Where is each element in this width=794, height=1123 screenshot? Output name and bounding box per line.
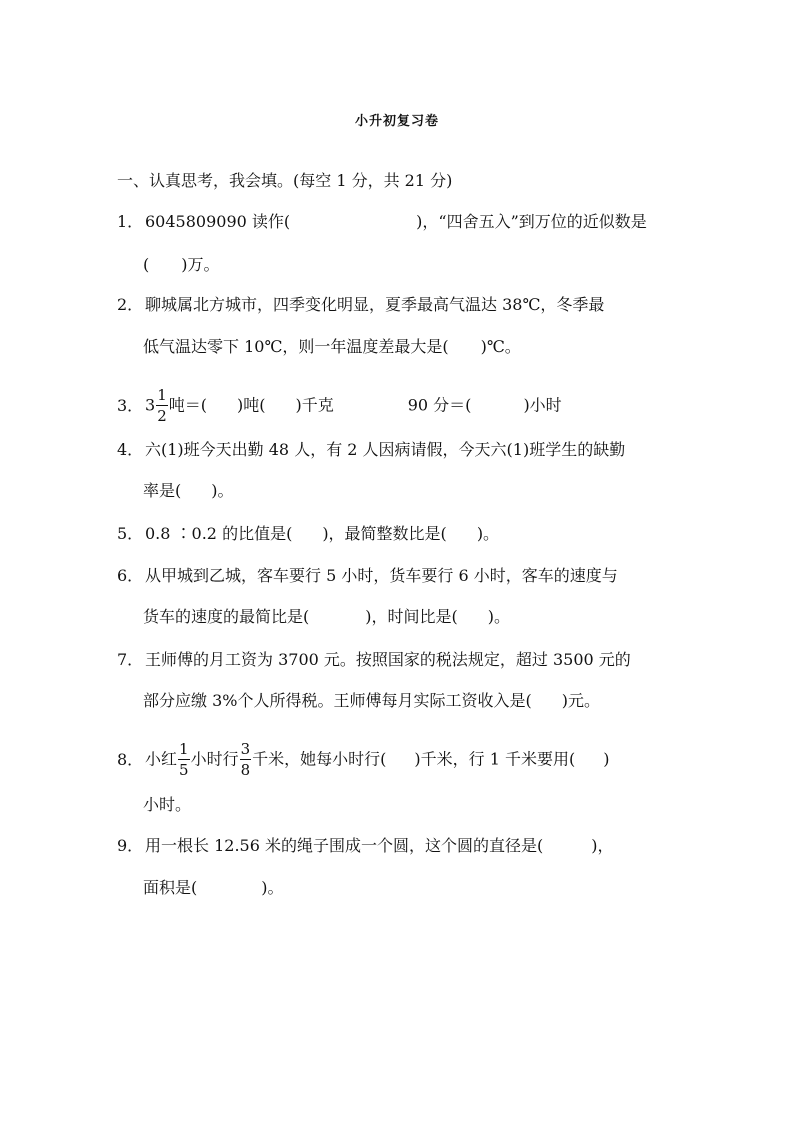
question-5-text: )，最简整数比是( [322, 524, 447, 543]
question-4-text: 六(1)班今天出勤 48 人，有 2 人因病请假，今天六(1)班学生的缺勤 [145, 440, 626, 459]
question-5-text: 0.8 ∶0.2 的比值是( [145, 524, 293, 543]
question-8-line-2 [143, 795, 191, 815]
question-9-line-1 [117, 836, 613, 856]
question-2-line-2 [143, 337, 521, 357]
question-4-text: 率是( [143, 481, 182, 500]
question-4-text: )。 [211, 481, 234, 500]
section-heading: 一、认真思考，我会填。(每空 1 分，共 21 分) [117, 171, 453, 190]
question-2-text: 低气温达零下 10℃，则一年温度差最大是( [143, 337, 449, 356]
fraction-denominator: 5 [179, 761, 189, 779]
question-2-line-1 [117, 295, 604, 315]
question-3-text: )吨( [236, 395, 266, 415]
question-9-line-2 [143, 878, 284, 898]
question-1-text: ( [143, 255, 150, 274]
question-7-text: 部分应缴 3%个人所得税。王师傅每月实际工资收入是( [143, 691, 532, 710]
question-2-text: 聊城属北方城市，四季变化明显，夏季最高气温达 38℃，冬季最 [145, 295, 605, 314]
question-3-text: )小时 [523, 395, 562, 415]
question-7-line-2 [143, 691, 600, 711]
page-title: 小升初复习卷 [354, 114, 439, 129]
question-6-text: )。 [487, 607, 510, 626]
question-8-text: 小红 [145, 749, 178, 769]
question-9-text: 用一根长 12.56 米的绳子围成一个圆，这个圆的直径是( [145, 836, 544, 855]
question-3-line [117, 388, 562, 424]
question-6-text: 货车的速度的最简比是( [143, 607, 310, 626]
question-number: 3． [117, 395, 144, 415]
fraction-denominator: 8 [240, 761, 251, 779]
question-3-text: 吨＝( [168, 395, 207, 415]
question-9-text: 面积是( [143, 878, 198, 897]
question-1-text: )万。 [181, 255, 220, 274]
question-1-line-2 [143, 255, 220, 275]
question-8-text: )千米，行 1 千米要用( [414, 749, 576, 769]
question-number: 4． [117, 440, 144, 459]
question-7-text: )元。 [561, 691, 600, 710]
question-6-line-1 [117, 566, 618, 586]
fraction [240, 742, 252, 778]
question-number: 7． [117, 650, 144, 669]
question-6-line-2 [143, 607, 510, 627]
question-8-text: ) [603, 749, 610, 769]
question-6-text: 从甲城到乙城，客车要行 5 小时，货车要行 6 小时，客车的速度与 [145, 566, 618, 585]
question-8-text: 小时行 [190, 749, 239, 769]
question-number: 6． [117, 566, 144, 585]
question-8-line-1 [117, 742, 609, 778]
fraction [156, 388, 168, 424]
question-8-text: 千米，她每小时行( [252, 749, 387, 769]
question-number: 5． [117, 524, 144, 543]
fraction-numerator: 1 [157, 386, 167, 404]
fraction-denominator: 2 [157, 407, 167, 425]
question-2-text: )℃。 [480, 337, 521, 356]
question-number: 1． [117, 212, 144, 231]
question-1-text: 6045809090 读作( [145, 212, 291, 231]
question-9-text: )。 [261, 878, 284, 897]
question-7-line-1 [117, 650, 631, 670]
question-4-line-1 [117, 440, 625, 460]
fraction-numerator: 3 [240, 740, 251, 758]
question-6-text: )，时间比是( [365, 607, 458, 626]
question-number: 8． [117, 749, 144, 769]
question-7-text: 王师傅的月工资为 3700 元。按照国家的税法规定，超过 3500 元的 [145, 650, 631, 669]
question-number: 2． [117, 295, 144, 314]
question-5-text: )。 [476, 524, 500, 543]
fraction [178, 742, 190, 778]
question-4-line-2 [143, 481, 234, 501]
question-1-line-1 [117, 212, 647, 232]
question-3-text: )千克 [295, 395, 334, 415]
question-3-text: 90 分＝( [407, 395, 472, 415]
question-1-text: )，“四舍五入”到万位的近似数是 [416, 212, 647, 231]
mixed-number-whole: 3 [145, 395, 156, 415]
question-5-line [117, 524, 499, 544]
question-number: 9． [117, 836, 144, 855]
question-8-text: 小时。 [143, 795, 192, 814]
question-9-text: )， [591, 836, 614, 855]
fraction-numerator: 1 [179, 740, 189, 758]
